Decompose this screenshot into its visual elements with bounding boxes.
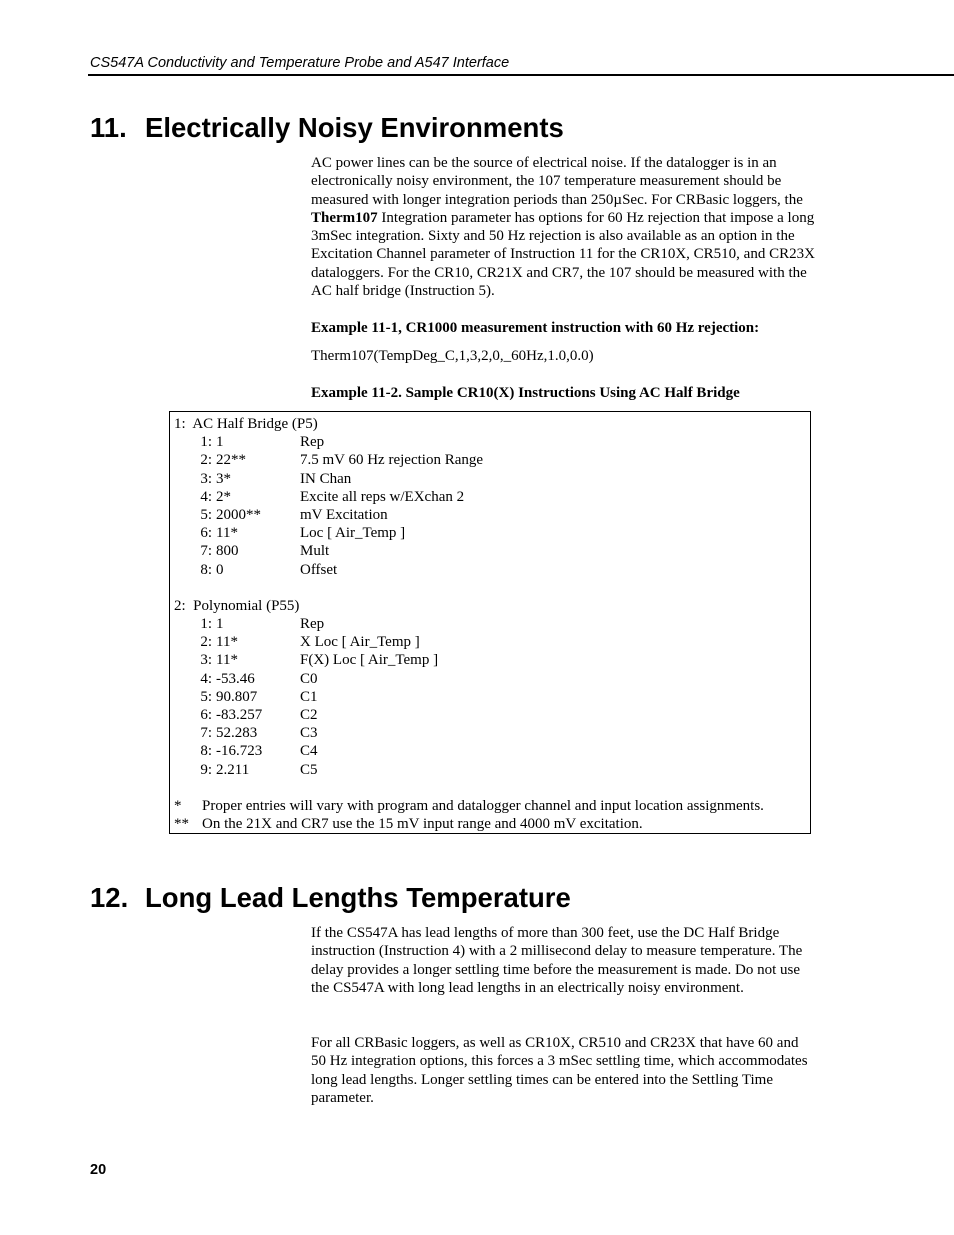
example-11-1-code: Therm107(TempDeg_C,1,3,2,0,_60Hz,1.0,0.0)	[311, 348, 594, 364]
running-header: CS547A Conductivity and Temperature Probe and A547 Interface	[90, 55, 510, 71]
section-11-title: Electrically Noisy Environments	[145, 112, 564, 143]
param-description: IN Chan	[300, 470, 352, 487]
param-row	[174, 724, 810, 742]
param-description: C5	[300, 761, 318, 778]
section-12-number: 12.	[90, 882, 129, 913]
section-11-heading	[90, 112, 564, 144]
param-row	[174, 706, 810, 724]
footnote-mark: *	[174, 797, 182, 814]
param-value: 1	[216, 616, 224, 633]
param-number: 4:	[200, 670, 212, 687]
param-number: 3:	[200, 470, 212, 487]
param-number: 1:	[200, 434, 212, 451]
section-12-paragraph-2	[311, 1034, 816, 1107]
param-description: Mult	[300, 543, 330, 560]
param-value: -53.46	[216, 670, 255, 687]
param-description: F(X) Loc [ Air_Temp ]	[300, 652, 439, 669]
param-description: C1	[300, 688, 318, 705]
param-number: 2:	[200, 634, 212, 651]
footnote-text: On the 21X and CR7 use the 15 mV input range and 4000 mV excitation.	[202, 816, 643, 833]
param-value: 2000**	[216, 506, 261, 523]
param-value: 2*	[216, 488, 231, 505]
param-value: -83.257	[216, 707, 263, 723]
param-row	[174, 651, 810, 669]
param-number: 1:	[200, 616, 212, 633]
footnote	[174, 815, 810, 833]
param-description: C0	[300, 670, 318, 687]
header-rule	[88, 74, 954, 76]
section-12-paragraph-1	[311, 924, 816, 997]
instruction-1-header: 1: AC Half Bridge (P5)	[174, 416, 318, 432]
param-description: C3	[300, 725, 318, 742]
param-description: Loc [ Air_Temp ]	[300, 525, 406, 542]
instruction-2-params	[174, 615, 810, 779]
param-value: 0	[216, 561, 224, 578]
param-number: 7:	[200, 725, 212, 742]
spacer	[174, 779, 810, 797]
footnote-text: Proper entries will vary with program and datalogger channel and input location assignments.	[202, 797, 764, 814]
param-row	[174, 561, 810, 579]
param-row	[174, 542, 810, 560]
param-row	[174, 633, 810, 651]
param-description: 7.5 mV 60 Hz rejection Range	[300, 452, 484, 469]
section-12-title: Long Lead Lengths Temperature	[145, 882, 571, 913]
param-row	[174, 506, 810, 524]
param-value: 3*	[216, 470, 231, 487]
param-value: 90.807	[216, 688, 258, 705]
param-number: 5:	[200, 506, 212, 523]
param-number: 8:	[200, 561, 212, 578]
param-description: X Loc [ Air_Temp ]	[300, 634, 420, 651]
param-row	[174, 524, 810, 542]
param-description: C4	[300, 743, 318, 760]
param-value: 11*	[216, 525, 238, 542]
param-number: 6:	[200, 525, 212, 542]
param-number: 6:	[200, 707, 212, 723]
param-description: C2	[300, 707, 318, 723]
param-row	[174, 470, 810, 488]
paragraph-text: Integration parameter has options for 60 Hz rejection that impose a long 3mSec integration. Sixty and 50 Hz rejection is also available as an option in the Excitation Channel parameter of Instruction 11 for the CR10X, CR510, and CR23X dataloggers. For the CR10, CR21X and CR7, the 107 should be measured with the AC half bridge (Instruction 5).	[311, 209, 815, 300]
param-description: Rep	[300, 434, 325, 451]
param-row	[174, 433, 810, 451]
param-number: 3:	[200, 652, 212, 669]
paragraph-text: AC power lines can be the source of electrical noise. If the datalogger is in an electronically noisy environment, the 107 temperature measurement should be measured with longer integration periods than 250µSec. For CRBasic loggers, the	[311, 155, 803, 208]
footnote-mark: **	[174, 816, 189, 833]
param-row	[174, 615, 810, 633]
param-value: 11*	[216, 652, 238, 669]
page-number: 20	[90, 1162, 107, 1178]
instruction-1-params	[174, 433, 810, 579]
param-row	[174, 451, 810, 469]
param-number: 2:	[200, 452, 212, 469]
param-description: Rep	[300, 616, 325, 633]
param-number: 5:	[200, 688, 212, 705]
param-value: 11*	[216, 634, 238, 651]
param-number: 8:	[200, 743, 212, 760]
param-row	[174, 761, 810, 779]
paragraph-text: For all CRBasic loggers, as well as CR10X, CR510 and CR23X that have 60 and 50 Hz integration options, this forces a 3 mSec settling time, which accommodates long lead lengths. Longer settling times can be entered into the Settling Time parameter.	[311, 1035, 808, 1106]
program-listing-box	[169, 411, 811, 834]
param-value: 2.211	[216, 761, 250, 778]
param-value: 800	[216, 543, 239, 560]
param-value: 52.283	[216, 725, 258, 742]
param-description: Excite all reps w/EXchan 2	[300, 488, 465, 505]
param-value: -16.723	[216, 743, 263, 760]
example-11-2-title: Example 11-2. Sample CR10(X) Instructions Using AC Half Bridge	[311, 385, 740, 401]
param-value: 1	[216, 434, 224, 451]
param-description: Offset	[300, 561, 338, 578]
param-row	[174, 670, 810, 688]
param-value: 22**	[216, 452, 246, 469]
param-row	[174, 688, 810, 706]
spacer	[174, 579, 810, 597]
param-row	[174, 742, 810, 760]
bold-term-therm107: Therm107	[311, 209, 378, 226]
program-notes	[174, 797, 810, 833]
param-row	[174, 488, 810, 506]
param-description: mV Excitation	[300, 506, 388, 523]
footnote	[174, 797, 810, 815]
section-12-heading	[90, 882, 571, 914]
section-11-number: 11.	[90, 112, 127, 143]
section-11-paragraph	[311, 154, 816, 300]
paragraph-text: If the CS547A has lead lengths of more than 300 feet, use the DC Half Bridge instruction (Instruction 4) with a 2 millisecond delay to measure temperature. The delay provides a longer settling time before the measurement is made. Do not use the CS547A with long lead lengths in an electrically noisy environment.	[311, 925, 803, 996]
example-11-1-title: Example 11-1, CR1000 measurement instruction with 60 Hz rejection:	[311, 320, 760, 336]
param-number: 7:	[200, 543, 212, 560]
param-number: 9:	[200, 761, 212, 778]
instruction-2-header: 2: Polynomial (P55)	[174, 597, 300, 614]
param-number: 4:	[200, 488, 212, 505]
